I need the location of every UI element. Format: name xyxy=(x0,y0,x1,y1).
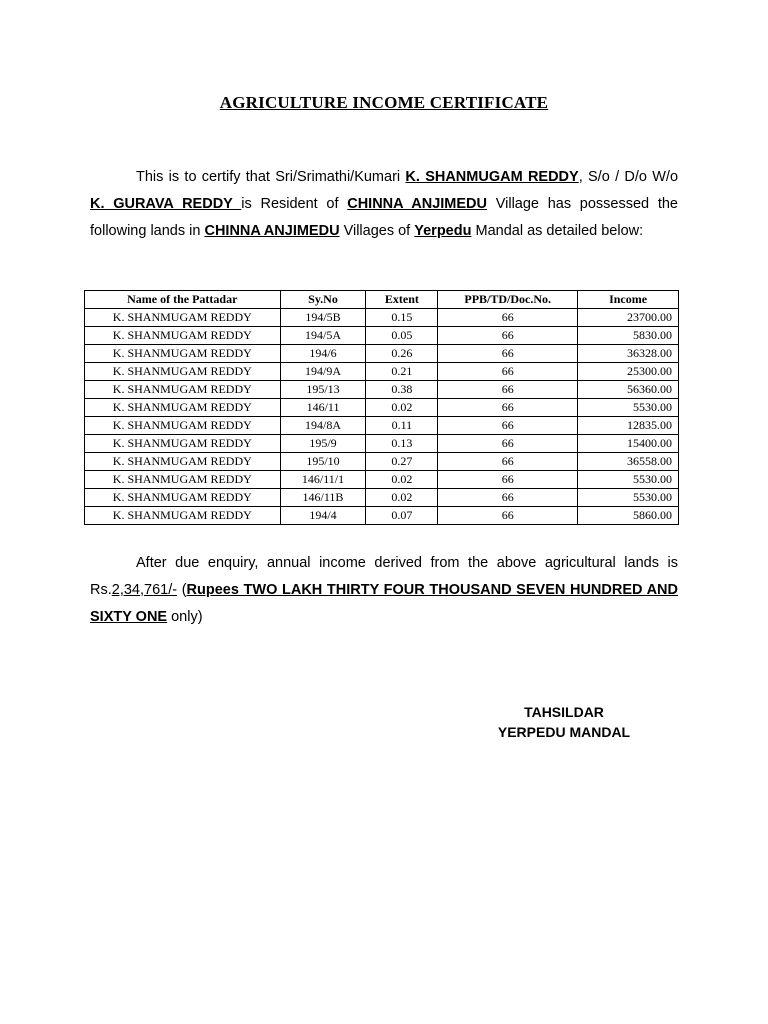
cell-doc-no: 66 xyxy=(438,471,578,489)
cell-sy-no: 194/4 xyxy=(280,507,366,525)
table-row xyxy=(85,345,679,363)
cell-sy-no: 194/6 xyxy=(280,345,366,363)
table-row xyxy=(85,507,679,525)
cell-sy-no: 195/10 xyxy=(280,453,366,471)
conclusion-text: After due enquiry, annual income derived from the above agricultural lands is Rs. xyxy=(90,555,678,598)
header-doc-no: PPB/TD/Doc.No. xyxy=(438,291,578,309)
cell-sy-no: 195/9 xyxy=(280,435,366,453)
cell-doc-no: 66 xyxy=(438,417,578,435)
table-body xyxy=(85,309,679,525)
signatory-designation: TAHSILDAR xyxy=(524,704,604,720)
cell-doc-no: 66 xyxy=(438,381,578,399)
conclusion-paragraph xyxy=(90,550,678,631)
cell-income: 5830.00 xyxy=(578,327,679,345)
cell-income: 25300.00 xyxy=(578,363,679,381)
cell-pattadar: K. SHANMUGAM REDDY xyxy=(85,417,281,435)
cell-extent: 0.15 xyxy=(366,309,438,327)
cell-doc-no: 66 xyxy=(438,489,578,507)
village-name: CHINNA ANJIMEDU xyxy=(347,196,487,212)
cell-sy-no: 194/9A xyxy=(280,363,366,381)
village-name-2: CHINNA ANJIMEDU xyxy=(204,223,340,239)
cell-income: 5530.00 xyxy=(578,399,679,417)
conclusion-text: only) xyxy=(167,609,203,625)
table-row xyxy=(85,309,679,327)
income-in-words: Rupees TWO LAKH THIRTY FOUR THOUSAND SEVEN HUNDRED AND SIXTY ONE xyxy=(90,582,678,625)
cell-pattadar: K. SHANMUGAM REDDY xyxy=(85,507,281,525)
table-row xyxy=(85,489,679,507)
table-row xyxy=(85,399,679,417)
cell-income: 56360.00 xyxy=(578,381,679,399)
signatory-office: YERPEDU MANDAL xyxy=(497,724,631,740)
cell-extent: 0.13 xyxy=(366,435,438,453)
cell-doc-no: 66 xyxy=(438,435,578,453)
cell-extent: 0.27 xyxy=(366,453,438,471)
cell-pattadar: K. SHANMUGAM REDDY xyxy=(85,489,281,507)
cell-income: 5530.00 xyxy=(578,471,679,489)
cell-extent: 0.02 xyxy=(366,471,438,489)
cell-income: 36558.00 xyxy=(578,453,679,471)
lands-table xyxy=(84,290,679,525)
cell-sy-no: 146/11B xyxy=(280,489,366,507)
cell-doc-no: 66 xyxy=(438,453,578,471)
cell-pattadar: K. SHANMUGAM REDDY xyxy=(85,471,281,489)
table-row xyxy=(85,471,679,489)
cell-extent: 0.07 xyxy=(366,507,438,525)
table-row xyxy=(85,381,679,399)
cell-sy-no: 146/11/1 xyxy=(280,471,366,489)
cell-pattadar: K. SHANMUGAM REDDY xyxy=(85,453,281,471)
cell-doc-no: 66 xyxy=(438,327,578,345)
cell-pattadar: K. SHANMUGAM REDDY xyxy=(85,435,281,453)
cell-pattadar: K. SHANMUGAM REDDY xyxy=(85,363,281,381)
intro-paragraph xyxy=(90,164,678,245)
intro-text: This is to certify that Sri/Srimathi/Kumari xyxy=(136,169,406,185)
header-sy-no: Sy.No xyxy=(280,291,366,309)
signature-block xyxy=(488,702,640,742)
cell-sy-no: 194/8A xyxy=(280,417,366,435)
cell-income: 5530.00 xyxy=(578,489,679,507)
cell-extent: 0.26 xyxy=(366,345,438,363)
cell-pattadar: K. SHANMUGAM REDDY xyxy=(85,327,281,345)
cell-income: 23700.00 xyxy=(578,309,679,327)
intro-text: Mandal as detailed below: xyxy=(471,223,644,239)
cell-extent: 0.02 xyxy=(366,399,438,417)
cell-extent: 0.02 xyxy=(366,489,438,507)
cell-sy-no: 194/5A xyxy=(280,327,366,345)
cell-sy-no: 146/11 xyxy=(280,399,366,417)
table-row xyxy=(85,363,679,381)
header-pattadar: Name of the Pattadar xyxy=(85,291,281,309)
cell-doc-no: 66 xyxy=(438,363,578,381)
intro-text: , S/o / D/o W/o xyxy=(578,169,679,185)
cell-sy-no: 194/5B xyxy=(280,309,366,327)
certificate-title: AGRICULTURE INCOME CERTIFICATE xyxy=(219,93,549,112)
cell-doc-no: 66 xyxy=(438,399,578,417)
table-header-row xyxy=(85,291,679,309)
cell-extent: 0.11 xyxy=(366,417,438,435)
cell-income: 12835.00 xyxy=(578,417,679,435)
cell-pattadar: K. SHANMUGAM REDDY xyxy=(85,309,281,327)
cell-sy-no: 195/13 xyxy=(280,381,366,399)
header-income: Income xyxy=(578,291,679,309)
holder-name: K. SHANMUGAM REDDY xyxy=(405,169,579,185)
intro-text: Villages of xyxy=(339,223,415,239)
cell-doc-no: 66 xyxy=(438,507,578,525)
header-extent: Extent xyxy=(366,291,438,309)
cell-pattadar: K. SHANMUGAM REDDY xyxy=(85,381,281,399)
mandal-name: Yerpedu xyxy=(414,223,472,239)
cell-extent: 0.05 xyxy=(366,327,438,345)
intro-text: Village has possessed the following lands in xyxy=(90,196,678,239)
cell-pattadar: K. SHANMUGAM REDDY xyxy=(85,345,281,363)
conclusion-text: ( xyxy=(177,582,187,598)
cell-income: 5860.00 xyxy=(578,507,679,525)
cell-income: 36328.00 xyxy=(578,345,679,363)
table-row xyxy=(85,453,679,471)
table-row xyxy=(85,417,679,435)
relation-name: K. GURAVA REDDY xyxy=(90,196,242,212)
cell-extent: 0.38 xyxy=(366,381,438,399)
cell-income: 15400.00 xyxy=(578,435,679,453)
cell-extent: 0.21 xyxy=(366,363,438,381)
intro-text: is Resident of xyxy=(241,196,348,212)
cell-pattadar: K. SHANMUGAM REDDY xyxy=(85,399,281,417)
cell-doc-no: 66 xyxy=(438,309,578,327)
cell-doc-no: 66 xyxy=(438,345,578,363)
table-row xyxy=(85,435,679,453)
table-row xyxy=(85,327,679,345)
income-amount: 2,34,761/- xyxy=(111,582,178,598)
